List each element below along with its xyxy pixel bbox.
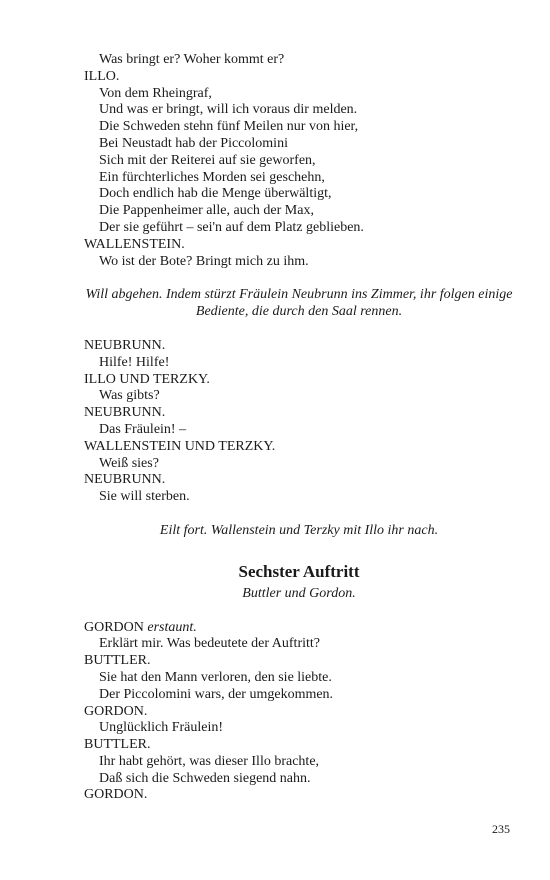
verse-line: Die Schweden stehn fünf Meilen nur von hier, bbox=[99, 119, 359, 135]
verse-line: Weiß sies? bbox=[99, 455, 159, 471]
verse-line: Doch endlich hab die Menge überwältigt, bbox=[99, 186, 332, 202]
verse-line: Das Fräulein! – bbox=[99, 421, 187, 437]
verse-line: Was bringt er? Woher kommt er? bbox=[99, 52, 285, 67]
verse-line: Daß sich die Schweden siegend nahn. bbox=[99, 770, 311, 786]
speaker-line bbox=[84, 620, 514, 637]
verse-line: Von dem Rheingraf, bbox=[99, 85, 212, 101]
spacer bbox=[84, 321, 514, 338]
speaker-direction: erstaunt. bbox=[147, 619, 197, 635]
stage-direction-1: Will abgehen. Indem stürzt Fräulein Neubrunn ins Zimmer, ihr folgen einige Bediente, die durch den Saal rennen. bbox=[85, 287, 513, 320]
speaker-name: WALLENSTEIN UND TERZKY. bbox=[84, 438, 276, 454]
verse-line: Was gibts? bbox=[99, 388, 160, 404]
speaker-name: BUTTLER. bbox=[84, 737, 151, 753]
verse-line: Der Piccolomini wars, der umgekommen. bbox=[99, 686, 334, 702]
speaker-name: GORDON bbox=[84, 619, 144, 635]
scene-heading: Sechster Auftritt bbox=[238, 561, 360, 581]
page-number: 235 bbox=[492, 822, 510, 836]
verse-line: Erklärt mir. Was bedeutete der Auftritt? bbox=[99, 636, 320, 652]
dialogue-block-3 bbox=[84, 636, 514, 804]
verse-line: Und was er bringt, will ich voraus dir melden. bbox=[99, 102, 358, 118]
verse-line: Sich mit der Reiterei auf sie geworfen, bbox=[99, 152, 316, 168]
spacer bbox=[84, 270, 514, 287]
speaker-name: ILLO. bbox=[84, 68, 120, 84]
verse-line: Unglücklich Fräulein! bbox=[99, 720, 224, 736]
verse-line: Bei Neustadt hab der Piccolomini bbox=[99, 135, 288, 151]
speaker-name: NEUBRUNN. bbox=[84, 337, 166, 353]
spacer bbox=[84, 603, 514, 620]
spacer bbox=[84, 540, 514, 562]
spacer bbox=[84, 506, 514, 523]
speaker-name: ILLO UND TERZKY. bbox=[84, 371, 210, 387]
verse-line: Ein fürchterliches Morden sei geschehn, bbox=[99, 169, 325, 185]
verse-line: Ihr habt gehört, was dieser Illo brachte, bbox=[99, 753, 320, 769]
verse-line: Die Pappenheimer alle, auch der Max, bbox=[99, 203, 314, 219]
dialogue-block-1 bbox=[84, 52, 514, 270]
dialogue-block-2 bbox=[84, 338, 514, 506]
verse-line: Sie hat den Mann verloren, den sie liebte. bbox=[99, 669, 332, 685]
stage-direction-2: Eilt fort. Wallenstein und Terzky mit Illo ihr nach. bbox=[159, 522, 439, 538]
speaker-name: NEUBRUNN. bbox=[84, 472, 166, 488]
speaker-name: GORDON. bbox=[84, 787, 148, 803]
speaker-name: GORDON. bbox=[84, 703, 148, 719]
verse-line: Wo ist der Bote? Bringt mich zu ihm. bbox=[99, 253, 309, 269]
verse-line: Hilfe! Hilfe! bbox=[99, 354, 170, 370]
speaker-name: BUTTLER. bbox=[84, 653, 151, 669]
verse-line: Sie will sterben. bbox=[99, 489, 190, 505]
verse-line: Der sie geführt – sei'n auf dem Platz geblieben. bbox=[99, 219, 364, 235]
speaker-name: NEUBRUNN. bbox=[84, 405, 166, 421]
scene-persons: Buttler und Gordon. bbox=[242, 585, 356, 601]
page-body bbox=[84, 52, 514, 804]
speaker-name: WALLENSTEIN. bbox=[84, 236, 185, 252]
